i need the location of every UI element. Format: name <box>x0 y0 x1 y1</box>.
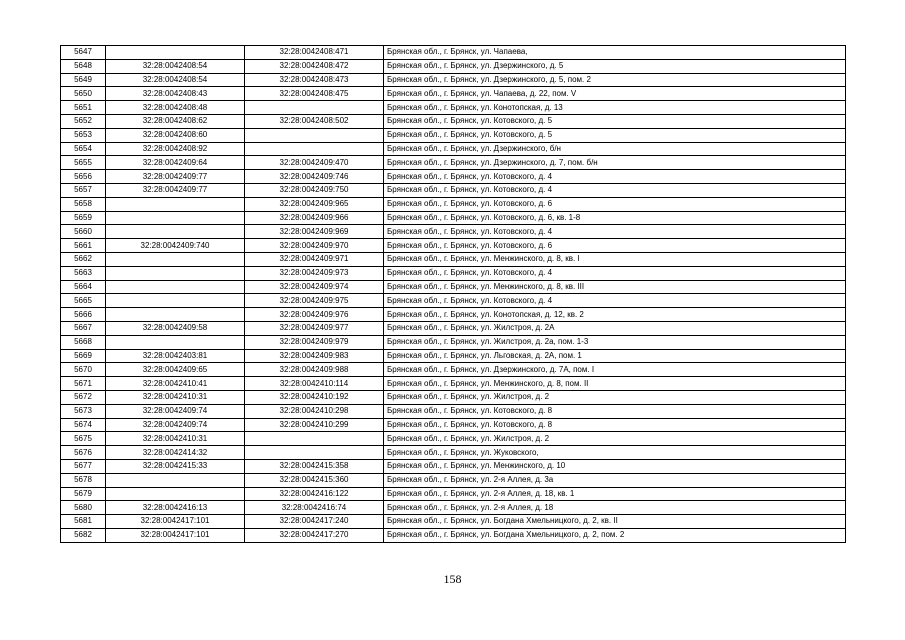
land-cadastral-number-cell <box>106 46 245 60</box>
land-cadastral-number-cell: 32:28:0042410:31 <box>106 432 245 446</box>
land-cadastral-number-cell: 32:28:0042409:74 <box>106 404 245 418</box>
building-cadastral-number-cell: 32:28:0042408:475 <box>245 87 384 101</box>
row-number-cell: 5653 <box>61 128 106 142</box>
building-cadastral-number-cell: 32:28:0042409:470 <box>245 156 384 170</box>
building-cadastral-number-cell: 32:28:0042410:192 <box>245 390 384 404</box>
land-cadastral-number-cell: 32:28:0042409:64 <box>106 156 245 170</box>
address-cell: Брянская обл., г. Брянск, ул. Жилстроя, д. 2 <box>384 432 846 446</box>
land-cadastral-number-cell: 32:28:0042408:48 <box>106 101 245 115</box>
land-cadastral-number-cell: 32:28:0042408:54 <box>106 59 245 73</box>
row-number-cell: 5677 <box>61 459 106 473</box>
row-number-cell: 5660 <box>61 225 106 239</box>
table-row <box>61 418 846 432</box>
address-cell: Брянская обл., г. Брянск, ул. Менжинского, д. 10 <box>384 459 846 473</box>
row-number-cell: 5668 <box>61 335 106 349</box>
land-cadastral-number-cell: 32:28:0042414:32 <box>106 446 245 460</box>
building-cadastral-number-cell: 32:28:0042410:114 <box>245 377 384 391</box>
building-cadastral-number-cell: 32:28:0042416:122 <box>245 487 384 501</box>
address-cell: Брянская обл., г. Брянск, ул. Котовского, д. 6, кв. 1-8 <box>384 211 846 225</box>
building-cadastral-number-cell: 32:28:0042408:473 <box>245 73 384 87</box>
building-cadastral-number-cell: 32:28:0042409:976 <box>245 308 384 322</box>
table-row <box>61 349 846 363</box>
address-cell: Брянская обл., г. Брянск, ул. Дзержинского, д. 5, пом. 2 <box>384 73 846 87</box>
land-cadastral-number-cell: 32:28:0042408:60 <box>106 128 245 142</box>
row-number-cell: 5651 <box>61 101 106 115</box>
row-number-cell: 5658 <box>61 197 106 211</box>
table-row <box>61 446 846 460</box>
page-number: 158 <box>443 572 462 586</box>
land-cadastral-number-cell: 32:28:0042408:62 <box>106 114 245 128</box>
address-cell: Брянская обл., г. Брянск, ул. Менжинского, д. 8, пом. II <box>384 377 846 391</box>
land-cadastral-number-cell: 32:28:0042409:740 <box>106 239 245 253</box>
land-cadastral-number-cell: 32:28:0042410:41 <box>106 377 245 391</box>
land-cadastral-number-cell: 32:28:0042417:101 <box>106 515 245 529</box>
row-number-cell: 5675 <box>61 432 106 446</box>
land-cadastral-number-cell: 32:28:0042409:74 <box>106 418 245 432</box>
table-row <box>61 114 846 128</box>
table-row <box>61 101 846 115</box>
address-cell: Брянская обл., г. Брянск, ул. Менжинского, д. 8, кв. I <box>384 252 846 266</box>
building-cadastral-number-cell: 32:28:0042409:970 <box>245 239 384 253</box>
table-row <box>61 225 846 239</box>
address-cell: Брянская обл., г. Брянск, ул. Котовского, д. 8 <box>384 418 846 432</box>
row-number-cell: 5667 <box>61 321 106 335</box>
land-cadastral-number-cell <box>106 280 245 294</box>
row-number-cell: 5663 <box>61 266 106 280</box>
table-row <box>61 128 846 142</box>
table-row <box>61 335 846 349</box>
building-cadastral-number-cell: 32:28:0042409:988 <box>245 363 384 377</box>
address-cell: Брянская обл., г. Брянск, ул. Жилстроя, д. 2А <box>384 321 846 335</box>
land-cadastral-number-cell <box>106 308 245 322</box>
table-row <box>61 266 846 280</box>
table-row <box>61 377 846 391</box>
table-row <box>61 363 846 377</box>
row-number-cell: 5661 <box>61 239 106 253</box>
row-number-cell: 5647 <box>61 46 106 60</box>
address-cell: Брянская обл., г. Брянск, ул. Котовского, д. 4 <box>384 183 846 197</box>
address-cell: Брянская обл., г. Брянск, ул. Котовского, д. 5 <box>384 114 846 128</box>
address-cell: Брянская обл., г. Брянск, ул. Богдана Хмельницкого, д. 2, пом. 2 <box>384 528 846 542</box>
address-cell: Брянская обл., г. Брянск, ул. 2-я Аллея, д. 18 <box>384 501 846 515</box>
table-row <box>61 390 846 404</box>
building-cadastral-number-cell: 32:28:0042409:971 <box>245 252 384 266</box>
row-number-cell: 5679 <box>61 487 106 501</box>
row-number-cell: 5650 <box>61 87 106 101</box>
building-cadastral-number-cell: 32:28:0042417:240 <box>245 515 384 529</box>
table-row <box>61 252 846 266</box>
building-cadastral-number-cell: 32:28:0042409:983 <box>245 349 384 363</box>
land-cadastral-number-cell: 32:28:0042408:43 <box>106 87 245 101</box>
land-cadastral-number-cell: 32:28:0042403:81 <box>106 349 245 363</box>
address-cell: Брянская обл., г. Брянск, ул. Котовского, д. 4 <box>384 225 846 239</box>
address-cell: Брянская обл., г. Брянск, ул. Конотопская, д. 13 <box>384 101 846 115</box>
table-row <box>61 321 846 335</box>
building-cadastral-number-cell: 32:28:0042409:966 <box>245 211 384 225</box>
row-number-cell: 5659 <box>61 211 106 225</box>
row-number-cell: 5673 <box>61 404 106 418</box>
table-row <box>61 46 846 60</box>
row-number-cell: 5671 <box>61 377 106 391</box>
row-number-cell: 5666 <box>61 308 106 322</box>
land-cadastral-number-cell: 32:28:0042409:65 <box>106 363 245 377</box>
row-number-cell: 5656 <box>61 170 106 184</box>
table-row <box>61 197 846 211</box>
building-cadastral-number-cell: 32:28:0042408:472 <box>245 59 384 73</box>
building-cadastral-number-cell: 32:28:0042415:358 <box>245 459 384 473</box>
registry-table <box>60 45 846 543</box>
row-number-cell: 5649 <box>61 73 106 87</box>
building-cadastral-number-cell: 32:28:0042408:471 <box>245 46 384 60</box>
land-cadastral-number-cell <box>106 294 245 308</box>
address-cell: Брянская обл., г. Брянск, ул. Чапаева, <box>384 46 846 60</box>
table-row <box>61 487 846 501</box>
address-cell: Брянская обл., г. Брянск, ул. Котовского, д. 5 <box>384 128 846 142</box>
row-number-cell: 5682 <box>61 528 106 542</box>
row-number-cell: 5648 <box>61 59 106 73</box>
address-cell: Брянская обл., г. Брянск, ул. Дзержинского, д. 7, пом. б/н <box>384 156 846 170</box>
land-cadastral-number-cell: 32:28:0042408:54 <box>106 73 245 87</box>
land-cadastral-number-cell: 32:28:0042409:77 <box>106 170 245 184</box>
building-cadastral-number-cell: 32:28:0042415:360 <box>245 473 384 487</box>
address-cell: Брянская обл., г. Брянск, ул. Котовского, д. 4 <box>384 294 846 308</box>
table-row <box>61 211 846 225</box>
building-cadastral-number-cell <box>245 446 384 460</box>
table-row <box>61 404 846 418</box>
land-cadastral-number-cell <box>106 473 245 487</box>
table-row <box>61 473 846 487</box>
land-cadastral-number-cell <box>106 266 245 280</box>
table-row <box>61 294 846 308</box>
land-cadastral-number-cell: 32:28:0042417:101 <box>106 528 245 542</box>
building-cadastral-number-cell <box>245 142 384 156</box>
building-cadastral-number-cell: 32:28:0042409:974 <box>245 280 384 294</box>
row-number-cell: 5678 <box>61 473 106 487</box>
building-cadastral-number-cell: 32:28:0042409:750 <box>245 183 384 197</box>
building-cadastral-number-cell: 32:28:0042416:74 <box>245 501 384 515</box>
building-cadastral-number-cell <box>245 432 384 446</box>
table-row <box>61 515 846 529</box>
table-row <box>61 59 846 73</box>
building-cadastral-number-cell: 32:28:0042409:965 <box>245 197 384 211</box>
land-cadastral-number-cell <box>106 252 245 266</box>
land-cadastral-number-cell: 32:28:0042410:31 <box>106 390 245 404</box>
row-number-cell: 5655 <box>61 156 106 170</box>
land-cadastral-number-cell <box>106 335 245 349</box>
address-cell: Брянская обл., г. Брянск, ул. Котовского, д. 6 <box>384 197 846 211</box>
address-cell: Брянская обл., г. Брянск, ул. Дзержинского, д. 5 <box>384 59 846 73</box>
land-cadastral-number-cell <box>106 225 245 239</box>
address-cell: Брянская обл., г. Брянск, ул. Дзержинского, д. 7А, пом. I <box>384 363 846 377</box>
table-row <box>61 73 846 87</box>
address-cell: Брянская обл., г. Брянск, ул. 2-я Аллея, д. 3а <box>384 473 846 487</box>
row-number-cell: 5652 <box>61 114 106 128</box>
table-body <box>61 46 846 543</box>
building-cadastral-number-cell: 32:28:0042408:502 <box>245 114 384 128</box>
land-cadastral-number-cell: 32:28:0042415:33 <box>106 459 245 473</box>
building-cadastral-number-cell: 32:28:0042409:973 <box>245 266 384 280</box>
table-row <box>61 183 846 197</box>
building-cadastral-number-cell: 32:28:0042409:977 <box>245 321 384 335</box>
table-row <box>61 170 846 184</box>
land-cadastral-number-cell <box>106 211 245 225</box>
row-number-cell: 5672 <box>61 390 106 404</box>
address-cell: Брянская обл., г. Брянск, ул. Жуковского, <box>384 446 846 460</box>
address-cell: Брянская обл., г. Брянск, ул. Конотопская, д. 12, кв. 2 <box>384 308 846 322</box>
land-cadastral-number-cell <box>106 487 245 501</box>
address-cell: Брянская обл., г. Брянск, ул. Дзержинского, б/н <box>384 142 846 156</box>
table-row <box>61 156 846 170</box>
address-cell: Брянская обл., г. Брянск, ул. Котовского, д. 4 <box>384 170 846 184</box>
address-cell: Брянская обл., г. Брянск, ул. Богдана Хмельницкого, д. 2, кв. II <box>384 515 846 529</box>
row-number-cell: 5657 <box>61 183 106 197</box>
table-row <box>61 432 846 446</box>
building-cadastral-number-cell <box>245 101 384 115</box>
table-row <box>61 459 846 473</box>
building-cadastral-number-cell: 32:28:0042409:979 <box>245 335 384 349</box>
address-cell: Брянская обл., г. Брянск, ул. Жилстроя, д. 2а, пом. 1-3 <box>384 335 846 349</box>
building-cadastral-number-cell: 32:28:0042409:975 <box>245 294 384 308</box>
address-cell: Брянская обл., г. Брянск, ул. 2-я Аллея, д. 18, кв. 1 <box>384 487 846 501</box>
table-row <box>61 239 846 253</box>
row-number-cell: 5669 <box>61 349 106 363</box>
address-cell: Брянская обл., г. Брянск, ул. Менжинского, д. 8, кв. III <box>384 280 846 294</box>
table-row <box>61 528 846 542</box>
row-number-cell: 5674 <box>61 418 106 432</box>
building-cadastral-number-cell <box>245 128 384 142</box>
address-cell: Брянская обл., г. Брянск, ул. Котовского, д. 6 <box>384 239 846 253</box>
land-cadastral-number-cell: 32:28:0042409:58 <box>106 321 245 335</box>
table-row <box>61 142 846 156</box>
row-number-cell: 5681 <box>61 515 106 529</box>
building-cadastral-number-cell: 32:28:0042409:746 <box>245 170 384 184</box>
row-number-cell: 5670 <box>61 363 106 377</box>
table-row <box>61 87 846 101</box>
building-cadastral-number-cell: 32:28:0042417:270 <box>245 528 384 542</box>
building-cadastral-number-cell: 32:28:0042410:299 <box>245 418 384 432</box>
table-row <box>61 501 846 515</box>
land-cadastral-number-cell: 32:28:0042408:92 <box>106 142 245 156</box>
row-number-cell: 5665 <box>61 294 106 308</box>
address-cell: Брянская обл., г. Брянск, ул. Льговская, д. 2А, пом. 1 <box>384 349 846 363</box>
row-number-cell: 5680 <box>61 501 106 515</box>
building-cadastral-number-cell: 32:28:0042410:298 <box>245 404 384 418</box>
table-row <box>61 280 846 294</box>
address-cell: Брянская обл., г. Брянск, ул. Чапаева, д. 22, пом. V <box>384 87 846 101</box>
land-cadastral-number-cell: 32:28:0042409:77 <box>106 183 245 197</box>
registry-table-container <box>60 45 846 543</box>
row-number-cell: 5654 <box>61 142 106 156</box>
address-cell: Брянская обл., г. Брянск, ул. Котовского, д. 8 <box>384 404 846 418</box>
land-cadastral-number-cell: 32:28:0042416:13 <box>106 501 245 515</box>
row-number-cell: 5664 <box>61 280 106 294</box>
table-row <box>61 308 846 322</box>
row-number-cell: 5662 <box>61 252 106 266</box>
address-cell: Брянская обл., г. Брянск, ул. Котовского, д. 4 <box>384 266 846 280</box>
land-cadastral-number-cell <box>106 197 245 211</box>
address-cell: Брянская обл., г. Брянск, ул. Жилстроя, д. 2 <box>384 390 846 404</box>
building-cadastral-number-cell: 32:28:0042409:969 <box>245 225 384 239</box>
row-number-cell: 5676 <box>61 446 106 460</box>
